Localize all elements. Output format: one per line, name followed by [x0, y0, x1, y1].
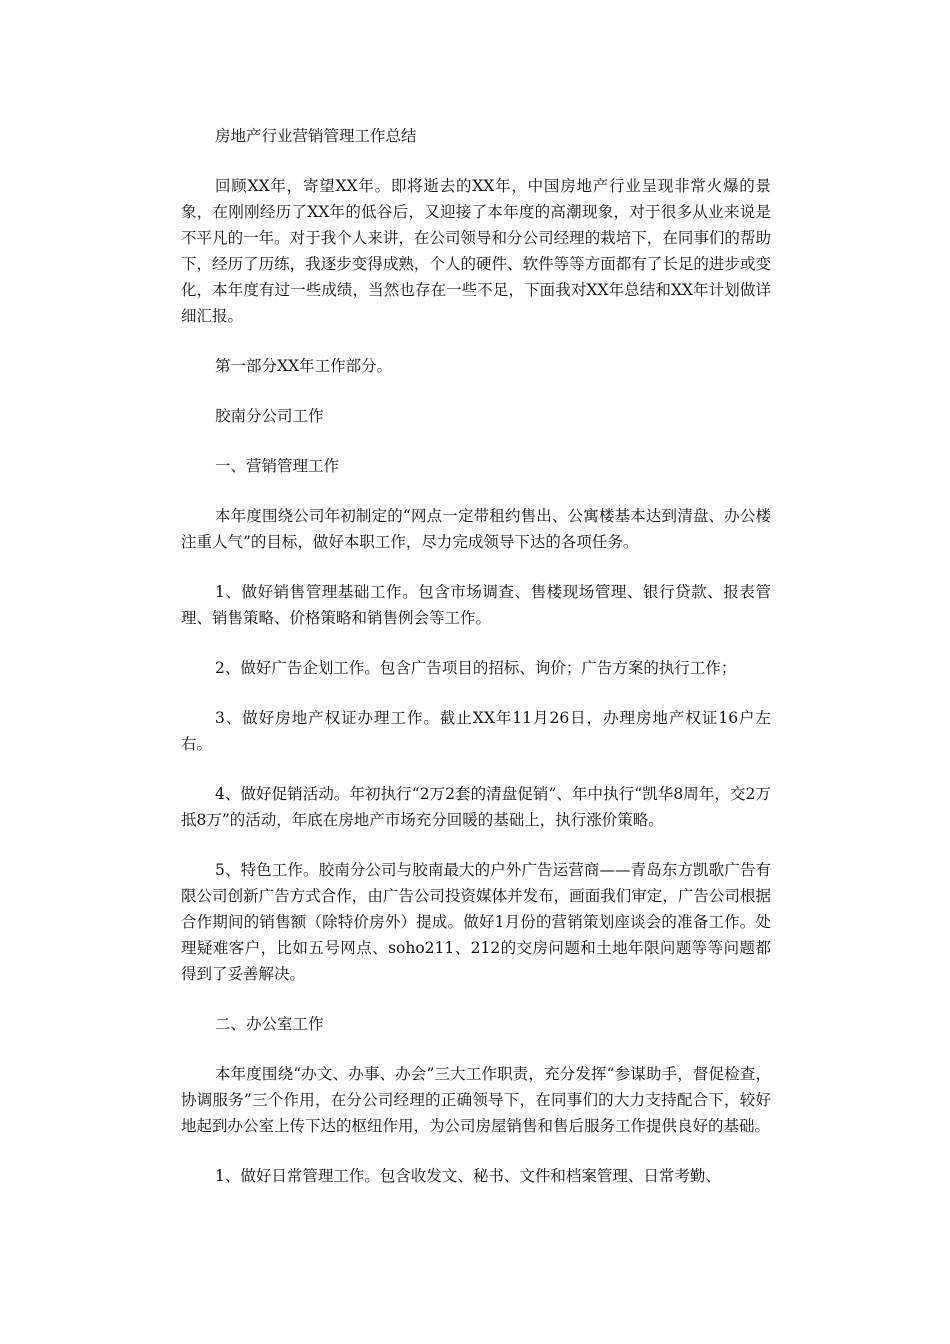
paragraph-item-special-work: 5、特色工作。胶南分公司与胶南最大的户外广告运营商——青岛东方凯歌广告有限公司创新广告方式合作，由广告公司投资媒体并发布，画面我们审定，广告公司根据合作期间的销售额（除特价房外）提成。做好1月份的营销策划座谈会的准备工作。处理疑难客户，比如五号网点、soho211、212的交房问题和土地年限问题等等问题都得到了妥善解决。 [181, 861, 771, 983]
paragraph-item-promotions: 4、做好促销活动。年初执行“2万2套的清盘促销”、年中执行“凯华8周年，交2万抵8万”的活动，年底在房地产市场充分回暖的基础上，执行涨价策略。 [181, 785, 771, 829]
paragraph-item-sales-management: 1、做好销售管理基础工作。包含市场调查、售楼现场管理、银行贷款、报表管理、销售策略、价格策略和销售例会等工作。 [181, 583, 771, 627]
paragraph-marketing-goal: 本年度围绕公司年初制定的“网点一定带租约售出、公寓楼基本达到清盘、办公楼注重人气”的目标，做好本职工作，尽力完成领导下达的各项任务。 [181, 507, 771, 551]
document-body [181, 123, 771, 1213]
paragraph-branch-heading: 胶南分公司工作 [215, 407, 324, 425]
paragraph-intro: 回顾XX年，寄望XX年。即将逝去的XX年，中国房地产行业呈现非常火爆的景象，在刚刚经历了XX年的低谷后，又迎接了本年度的高潮现象，对于很多从业来说是不平凡的一年。对于我个人来讲，在公司领导和分公司经理的栽培下，在同事们的帮助下，经历了历练，我逐步变得成熟，个人的硬件、软件等等方面都有了长足的进步或变化，本年度有过一些成绩，当然也存在一些不足，下面我对XX年总结和XX年计划做详细汇报。 [181, 177, 771, 325]
paragraph-office-duties: 本年度围绕“办文、办事、办会”三大工作职责，充分发挥“参谋助手，督促检查，协调服务”三个作用，在分公司经理的正确领导下，在同事们的大力支持配合下，较好地起到办公室上传下达的枢纽作用，为公司房屋销售和售后服务工作提供良好的基础。 [181, 1065, 771, 1135]
document-title: 房地产行业营销管理工作总结 [215, 127, 417, 145]
paragraph-section-marketing-heading: 一、营销管理工作 [215, 457, 340, 475]
paragraph-section-office-heading: 二、办公室工作 [215, 1015, 324, 1033]
paragraph-item-property-certificates: 3、做好房地产权证办理工作。截止XX年11月26日，办理房地产权证16户左右。 [181, 709, 771, 753]
paragraph-item-daily-management: 1、做好日常管理工作。包含收发文、秘书、文件和档案管理、日常考勤、 [215, 1167, 721, 1185]
paragraph-part-one-heading: 第一部分XX年工作部分。 [215, 357, 393, 375]
paragraph-item-advertising: 2、做好广告企划工作。包含广告项目的招标、询价；广告方案的执行工作； [215, 659, 737, 677]
